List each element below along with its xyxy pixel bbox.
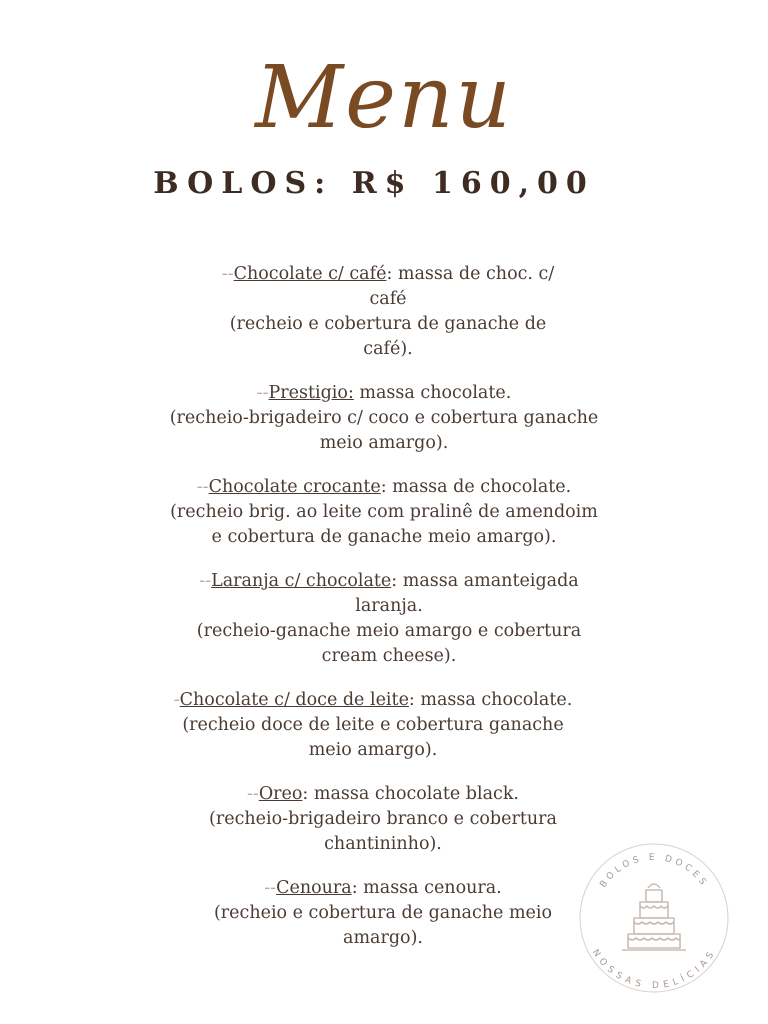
layered-cake-icon bbox=[622, 884, 686, 950]
item-name: Chocolate c/ doce de leite bbox=[179, 690, 409, 710]
item-description-line: (recheio-brigadeiro c/ coco e cobertura ganache bbox=[169, 408, 599, 428]
menu-item-chocolate-crocante bbox=[134, 475, 634, 550]
item-name: Oreo bbox=[258, 784, 303, 804]
item-dash: -- bbox=[246, 784, 259, 804]
item-description-line: (recheio e cobertura de ganache de bbox=[229, 314, 547, 334]
item-description: : massa chocolate. bbox=[408, 690, 573, 710]
menu-item-prestigio bbox=[134, 381, 634, 456]
item-dash: -- bbox=[199, 571, 212, 591]
item-description-line: (recheio doce de leite e cobertura ganache bbox=[182, 715, 564, 735]
item-dash: -- bbox=[264, 878, 277, 898]
item-description-line: meio amargo). bbox=[319, 433, 449, 453]
item-description-line: cream cheese). bbox=[321, 646, 457, 666]
item-description-line: amargo). bbox=[343, 928, 423, 948]
item-description-line: (recheio e cobertura de ganache meio bbox=[213, 903, 553, 923]
item-description: massa chocolate. bbox=[353, 383, 512, 403]
item-description-line: café bbox=[369, 289, 407, 309]
menu-item-cenoura bbox=[158, 876, 608, 951]
item-dash: - bbox=[173, 690, 180, 710]
item-dash: -- bbox=[196, 477, 209, 497]
item-dash: -- bbox=[221, 264, 234, 284]
item-name: Chocolate c/ café bbox=[233, 264, 387, 284]
seal-bottom-text: NOSSAS DELÍCIAS bbox=[589, 947, 719, 992]
menu-title: Menu bbox=[255, 48, 513, 148]
menu-item-oreo bbox=[158, 782, 608, 857]
svg-text:NOSSAS DELÍCIAS bbox=[590, 948, 718, 991]
item-description: : massa amanteigada bbox=[391, 571, 579, 591]
item-description-line: laranja. bbox=[355, 596, 423, 616]
item-description: : massa chocolate black. bbox=[302, 784, 519, 804]
item-name: Chocolate crocante bbox=[208, 477, 381, 497]
item-description-line: e cobertura de ganache meio amargo). bbox=[211, 527, 557, 547]
bakery-seal-logo bbox=[578, 842, 730, 994]
item-dash: -- bbox=[256, 383, 269, 403]
item-description: : massa de chocolate. bbox=[380, 477, 572, 497]
item-name: Prestigio: bbox=[268, 383, 354, 403]
item-description-line: café). bbox=[363, 339, 413, 359]
menu-item-chocolate-cafe bbox=[188, 262, 588, 362]
item-name: Cenoura bbox=[276, 878, 352, 898]
item-description: : massa de choc. c/ bbox=[386, 264, 555, 284]
cakes-price-heading: BOLOS: R$ 160,00 bbox=[153, 166, 595, 201]
item-description: : massa cenoura. bbox=[351, 878, 502, 898]
item-name: Laranja c/ chocolate bbox=[211, 571, 392, 591]
menu-item-chocolate-doce-de-leite bbox=[148, 688, 598, 763]
item-description-line: meio amargo). bbox=[308, 740, 438, 760]
menu-item-laranja-chocolate bbox=[164, 569, 614, 669]
item-description-line: (recheio brig. ao leite com pralinê de amendoim bbox=[170, 502, 598, 522]
item-description-line: (recheio-ganache meio amargo e cobertura bbox=[196, 621, 582, 641]
item-description-line: (recheio-brigadeiro branco e cobertura bbox=[209, 809, 557, 829]
item-description-line: chantininho). bbox=[324, 834, 442, 854]
seal-top-text: BOLOS E DOCES bbox=[598, 852, 710, 890]
